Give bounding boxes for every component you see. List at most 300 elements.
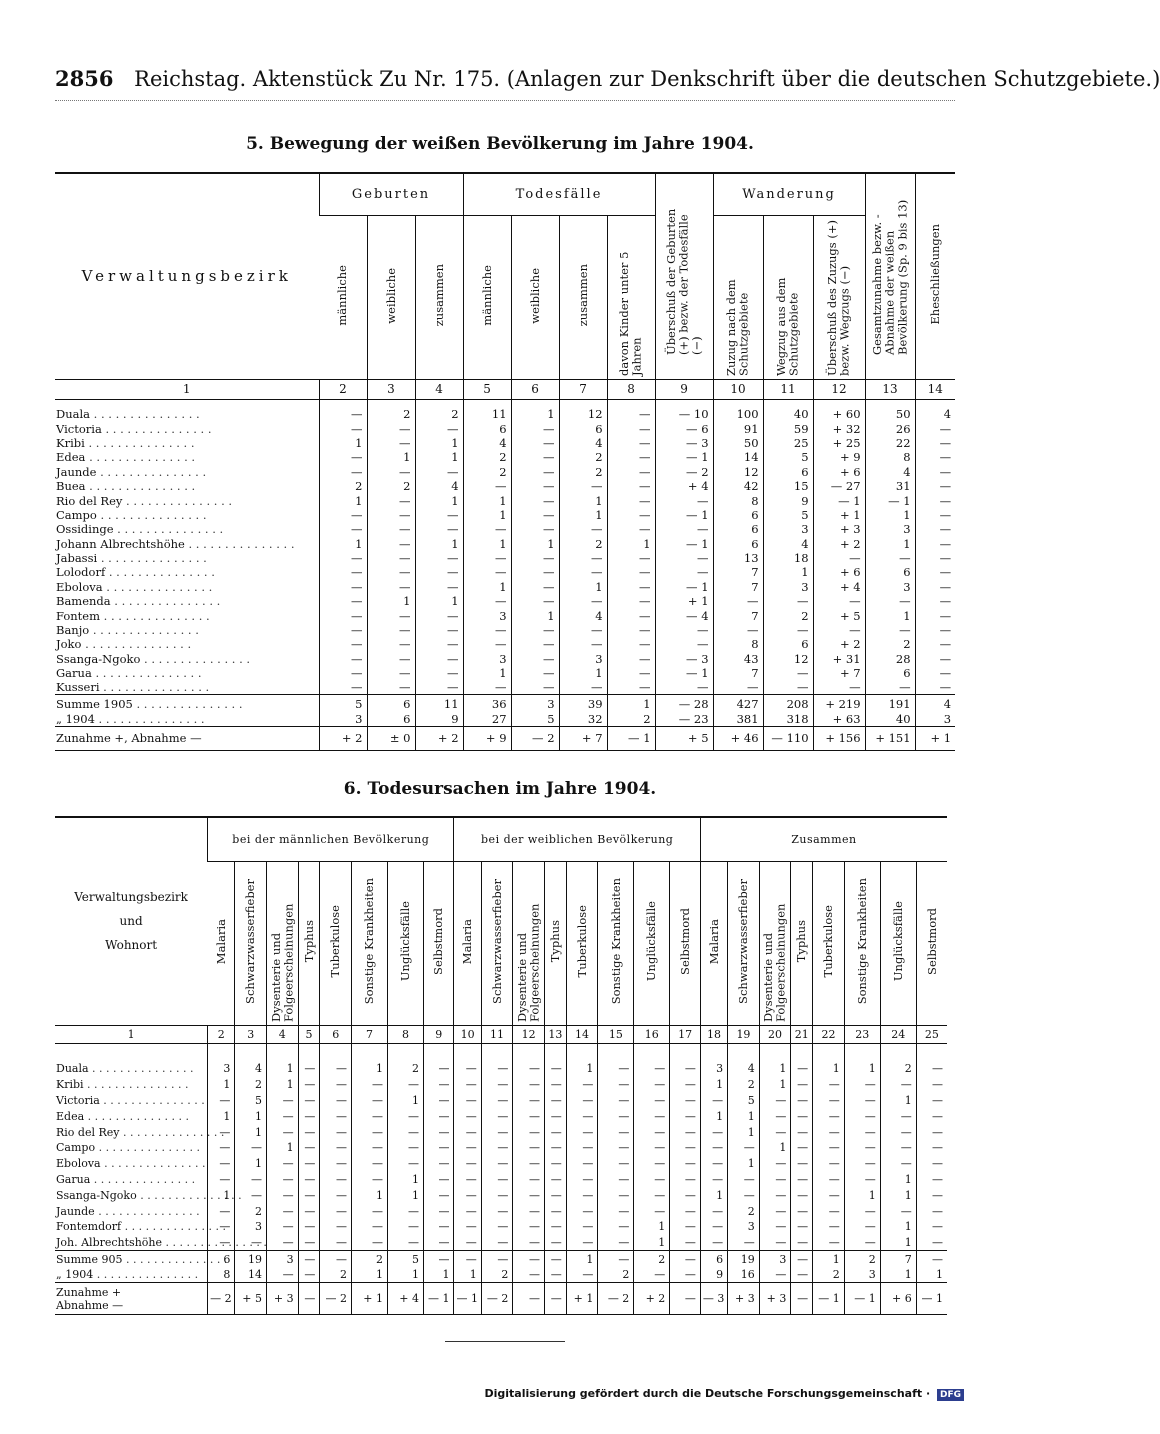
cell-value: — — [607, 594, 655, 608]
cell-value: 1 — [423, 1268, 454, 1283]
cell-value: — 10 — [655, 407, 713, 421]
cell-value: — — [566, 1156, 598, 1172]
cell-value: 1 — [367, 594, 415, 608]
cell-value: — — [566, 1077, 598, 1093]
cell-value: 3 — [763, 580, 813, 594]
cell-value: — — [320, 1219, 352, 1235]
table-row — [55, 1219, 947, 1235]
cell-value: — — [319, 522, 367, 536]
cell-value: 5 — [387, 1251, 423, 1268]
digitization-credit: Digitalisierung gefördert durch die Deutsche Forschungsgemeinschaft · DFG — [484, 1387, 964, 1401]
cell-value: — 1 — [423, 1283, 454, 1315]
cell-value: — — [728, 1235, 760, 1251]
cell-value: — — [655, 493, 713, 507]
cell-value: 1 — [559, 666, 607, 680]
column-number: 3 — [235, 1025, 267, 1043]
cell-value: 14 — [235, 1268, 267, 1283]
cell-value: 9 — [415, 712, 463, 727]
cell-value: — — [713, 623, 763, 637]
cell-value: — — [298, 1268, 320, 1283]
cell-value: 2 — [320, 1268, 352, 1283]
cell-value: — — [513, 1172, 545, 1188]
cell-value: 3 — [915, 712, 955, 727]
table-row — [55, 1172, 947, 1188]
cell-value: 4 — [865, 465, 915, 479]
cell-value: — — [267, 1268, 299, 1283]
cell-value: — — [513, 1156, 545, 1172]
cell-value: — — [865, 594, 915, 608]
cell-value: — — [511, 421, 559, 435]
cell-value: 1 — [880, 1172, 916, 1188]
cell-value: — 28 — [655, 695, 713, 712]
cell-value: — — [844, 1124, 880, 1140]
cell-value: — — [298, 1156, 320, 1172]
cell-value: — — [598, 1172, 634, 1188]
cell-value: 40 — [865, 712, 915, 727]
district-name: Ssanga-Ngoko . . . — [55, 652, 319, 666]
cell-value: — — [235, 1172, 267, 1188]
cell-value: — — [880, 1077, 916, 1093]
cell-value: 8 — [713, 637, 763, 651]
cell-value: — — [813, 1203, 845, 1219]
cell-value: — — [298, 1203, 320, 1219]
cell-value: 1 — [463, 508, 511, 522]
district-name: Joko . . . — [55, 637, 319, 651]
column-number: 1 — [55, 1025, 208, 1043]
cell-value: — — [880, 1203, 916, 1219]
table-row — [55, 1156, 947, 1172]
cell-value: 16 — [728, 1268, 760, 1283]
column-number: 25 — [916, 1025, 947, 1043]
cell-value: 14 — [713, 450, 763, 464]
cell-value: — — [319, 465, 367, 479]
cell-value: + 3 — [267, 1283, 299, 1315]
cell-value: — — [655, 551, 713, 565]
cell-value: 1 — [865, 537, 915, 551]
cell-value: — — [319, 450, 367, 464]
cell-value: — — [387, 1124, 423, 1140]
cell-value: — 3 — [655, 436, 713, 450]
cell-value: 1 — [415, 537, 463, 551]
cell-value: — — [352, 1172, 388, 1188]
cell-value: — — [423, 1061, 454, 1077]
district-name: Fontemdorf . . . — [55, 1219, 208, 1235]
cell-value: — — [387, 1108, 423, 1124]
cell-value: — — [319, 666, 367, 680]
district-name: Ssanga-Ngoko . . . — [55, 1187, 208, 1203]
footer-rule — [445, 1341, 565, 1342]
cell-value: — — [208, 1203, 235, 1219]
cell-value: — — [319, 551, 367, 565]
cell-value: 9 — [700, 1268, 727, 1283]
cell-value: 1 — [463, 493, 511, 507]
cell-value: — 1 — [655, 537, 713, 551]
column-number: 4 — [415, 379, 463, 399]
cell-value: — — [916, 1124, 947, 1140]
cell-value: — — [367, 623, 415, 637]
cause-header: Tuberkulose — [320, 861, 352, 1025]
cell-value: — — [463, 565, 511, 579]
cell-value: 8 — [713, 493, 763, 507]
cell-value: + 25 — [813, 436, 865, 450]
cell-value: 25 — [763, 436, 813, 450]
cell-value: — — [298, 1172, 320, 1188]
cell-value: 42 — [713, 479, 763, 493]
cell-value: 2 — [463, 465, 511, 479]
cell-value: 2 — [559, 537, 607, 551]
cell-value: — — [423, 1219, 454, 1235]
cell-value: 1 — [367, 450, 415, 464]
cell-value: 3 — [865, 580, 915, 594]
cell-value: 3 — [511, 695, 559, 712]
cell-value: 4 — [559, 436, 607, 450]
cause-header: Sonstige Krankheiten — [352, 861, 388, 1025]
cell-value: 50 — [713, 436, 763, 450]
table-row — [55, 652, 955, 666]
cause-header: Tuberkulose — [566, 861, 598, 1025]
cell-value: — — [352, 1156, 388, 1172]
cell-value: — — [387, 1140, 423, 1156]
cell-value: — — [319, 508, 367, 522]
cell-value: 6 — [865, 666, 915, 680]
cell-value: — — [454, 1156, 481, 1172]
cell-value: 7 — [713, 666, 763, 680]
cell-value: 39 — [559, 695, 607, 712]
cell-value: — — [267, 1219, 299, 1235]
cell-value: — — [544, 1140, 566, 1156]
cell-value: — — [759, 1235, 791, 1251]
cell-value: — — [865, 623, 915, 637]
cell-value: 2 — [559, 450, 607, 464]
cell-value: — — [655, 565, 713, 579]
cell-value: — — [759, 1187, 791, 1203]
cell-value: — — [481, 1172, 513, 1188]
cell-value: — — [352, 1093, 388, 1109]
table-row — [55, 421, 955, 435]
cell-value: 4 — [463, 436, 511, 450]
cell-value: 2 — [598, 1268, 634, 1283]
cell-value: — — [320, 1124, 352, 1140]
cell-value: — — [634, 1124, 670, 1140]
cell-value: — — [511, 652, 559, 666]
cell-value: — — [670, 1203, 701, 1219]
cell-value: — — [544, 1124, 566, 1140]
district-name: Banjo . . . — [55, 623, 319, 637]
cell-value: 1 — [700, 1108, 727, 1124]
cell-value: — — [544, 1251, 566, 1268]
cell-value: — — [607, 666, 655, 680]
cell-value: — — [367, 637, 415, 651]
cell-value: — — [844, 1172, 880, 1188]
cell-value: — — [759, 1219, 791, 1235]
cell-value: 4 — [763, 537, 813, 551]
cell-value: — — [759, 1203, 791, 1219]
cell-value: 2 — [728, 1203, 760, 1219]
cell-value: — — [880, 1140, 916, 1156]
cell-value: — 1 — [454, 1283, 481, 1315]
cell-value: — — [844, 1093, 880, 1109]
cell-value: 6 — [763, 465, 813, 479]
cell-value: — — [513, 1268, 545, 1283]
cell-value: 36 — [463, 695, 511, 712]
cell-value: — — [544, 1172, 566, 1188]
cell-value: — 1 — [655, 450, 713, 464]
cell-value: — — [298, 1140, 320, 1156]
cell-value: — — [915, 436, 955, 450]
cell-value: — — [598, 1108, 634, 1124]
cell-value: — — [566, 1268, 598, 1283]
cell-value: — — [415, 652, 463, 666]
cell-value: — — [320, 1251, 352, 1268]
cell-value: — — [759, 1156, 791, 1172]
cell-value: 1 — [415, 450, 463, 464]
cell-value: — — [670, 1093, 701, 1109]
cell-value: — — [298, 1061, 320, 1077]
cell-value: — — [320, 1156, 352, 1172]
cell-value: — — [454, 1203, 481, 1219]
cell-value: + 5 — [655, 726, 713, 750]
column-number: 8 — [387, 1025, 423, 1043]
cell-value: — — [607, 637, 655, 651]
group-deaths: Todesfälle — [463, 173, 655, 215]
cell-value: — — [320, 1203, 352, 1219]
cell-value: — — [634, 1268, 670, 1283]
cell-value: — — [844, 1203, 880, 1219]
cell-value: 427 — [713, 695, 763, 712]
cell-value: — — [559, 565, 607, 579]
cell-value: — — [320, 1061, 352, 1077]
cell-value: — — [423, 1140, 454, 1156]
cell-value: — 3 — [700, 1283, 727, 1315]
cell-value: — — [415, 637, 463, 651]
cell-value: 1 — [559, 580, 607, 594]
cell-value: 6 — [208, 1251, 235, 1268]
cell-value: — — [700, 1156, 727, 1172]
column-number: 7 — [559, 379, 607, 399]
cell-value: — — [298, 1283, 320, 1315]
cell-value: — — [544, 1077, 566, 1093]
cell-value: — — [319, 608, 367, 622]
cell-value: — — [791, 1061, 813, 1077]
cell-value: 381 — [713, 712, 763, 727]
cause-header: Sonstige Krankheiten — [844, 861, 880, 1025]
cell-value: — — [763, 680, 813, 695]
table-row — [55, 479, 955, 493]
cell-value: — — [511, 522, 559, 536]
cell-value: — — [915, 479, 955, 493]
table-row — [55, 1124, 947, 1140]
cell-value: 1 — [813, 1251, 845, 1268]
cell-value: — — [844, 1140, 880, 1156]
cell-value: — — [566, 1172, 598, 1188]
district-name: Jaunde . . . — [55, 465, 319, 479]
cell-value: + 9 — [813, 450, 865, 464]
table-row — [55, 493, 955, 507]
cell-value: 1 — [511, 407, 559, 421]
cell-value: 1 — [865, 608, 915, 622]
cell-value: — — [813, 1140, 845, 1156]
cell-value: — — [598, 1219, 634, 1235]
cell-value: — — [915, 551, 955, 565]
cell-value: 1 — [235, 1156, 267, 1172]
cell-value: + 219 — [813, 695, 865, 712]
cause-header: Selbstmord — [916, 861, 947, 1025]
column-number: 23 — [844, 1025, 880, 1043]
column-number: 12 — [513, 1025, 545, 1043]
cell-value: — — [916, 1077, 947, 1093]
cell-value: 1 — [700, 1077, 727, 1093]
cell-value: 1 — [267, 1077, 299, 1093]
cell-value: 1 — [559, 508, 607, 522]
col-header-7: zusammen — [559, 215, 607, 379]
delta-label: Zunahme + Abnahme — — [55, 1283, 208, 1315]
cell-value: 32 — [559, 712, 607, 727]
cell-value: + 7 — [559, 726, 607, 750]
cell-value: + 5 — [813, 608, 865, 622]
cell-value: — — [634, 1203, 670, 1219]
cell-value: — — [670, 1172, 701, 1188]
col-header-11: Wegzug aus dem Schutzgebiete — [763, 215, 813, 379]
column-number: 5 — [298, 1025, 320, 1043]
cell-value: 7 — [880, 1251, 916, 1268]
cell-value: — — [813, 1172, 845, 1188]
group-total: Zusammen — [700, 817, 947, 861]
cell-value: — — [208, 1172, 235, 1188]
cell-value: — — [352, 1108, 388, 1124]
column-number: 4 — [267, 1025, 299, 1043]
cell-value: 3 — [463, 608, 511, 622]
cell-value: — — [320, 1140, 352, 1156]
cell-value: — — [915, 580, 955, 594]
cell-value: — — [915, 493, 955, 507]
table-row — [55, 1061, 947, 1077]
cell-value: — — [267, 1172, 299, 1188]
cell-value: 2 — [844, 1251, 880, 1268]
cell-value: — — [415, 508, 463, 522]
cell-value: — — [423, 1124, 454, 1140]
cell-value: — — [844, 1108, 880, 1124]
cell-value: + 156 — [813, 726, 865, 750]
cell-value: — — [320, 1187, 352, 1203]
column-number: 7 — [352, 1025, 388, 1043]
cell-value: — — [208, 1093, 235, 1109]
cell-value: 1 — [463, 666, 511, 680]
cell-value: 28 — [865, 652, 915, 666]
cell-value: — — [367, 493, 415, 507]
cell-value: — — [481, 1140, 513, 1156]
cell-value: + 6 — [880, 1283, 916, 1315]
cell-value: — — [700, 1235, 727, 1251]
cell-value: — — [511, 594, 559, 608]
table-row — [55, 695, 955, 712]
cause-header: Schwarzwasserfieber — [481, 861, 513, 1025]
column-number: 6 — [320, 1025, 352, 1043]
cell-value: — — [791, 1124, 813, 1140]
cause-header: Dysenterie und Folgeerscheinungen — [759, 861, 791, 1025]
col-header-2: männliche — [335, 265, 350, 326]
cell-value: 1 — [387, 1187, 423, 1203]
cell-value: — — [670, 1124, 701, 1140]
cell-value: 191 — [865, 695, 915, 712]
cell-value: + 1 — [352, 1283, 388, 1315]
cell-value: — 23 — [655, 712, 713, 727]
cell-value: 1 — [208, 1108, 235, 1124]
cell-value: — — [700, 1203, 727, 1219]
cell-value: 6 — [700, 1251, 727, 1268]
cell-value: 40 — [763, 407, 813, 421]
cell-value: 6 — [367, 695, 415, 712]
cell-value: 1 — [267, 1140, 299, 1156]
cell-value: — — [463, 594, 511, 608]
cell-value: 43 — [713, 652, 763, 666]
cell-value: — — [791, 1268, 813, 1283]
cell-value: — — [915, 421, 955, 435]
cell-value: — 2 — [655, 465, 713, 479]
cell-value: — — [415, 608, 463, 622]
column-number: 2 — [319, 379, 367, 399]
cell-value: 1 — [728, 1156, 760, 1172]
cell-value: — 1 — [813, 1283, 845, 1315]
cell-value: — — [700, 1124, 727, 1140]
cell-value: — — [267, 1093, 299, 1109]
cell-value: — 1 — [655, 580, 713, 594]
cell-value: — — [513, 1140, 545, 1156]
cell-value: — — [700, 1172, 727, 1188]
cell-value: — — [566, 1187, 598, 1203]
column-number: 13 — [544, 1025, 566, 1043]
cell-value: — — [728, 1140, 760, 1156]
cell-value: — — [319, 680, 367, 695]
cell-value: 4 — [415, 479, 463, 493]
cell-value: — — [865, 551, 915, 565]
cell-value: — — [298, 1235, 320, 1251]
col-header-13: Gesamtzunahme bezw. -Abnahme der weißen Bevölkerung (Sp. 9 bis 13) — [865, 173, 915, 379]
district-name: Lolodorf . . . — [55, 565, 319, 579]
cell-value: — — [916, 1108, 947, 1124]
cell-value: 2 — [367, 407, 415, 421]
cell-value: 4 — [559, 608, 607, 622]
cell-value: — — [511, 508, 559, 522]
cell-value: — — [791, 1140, 813, 1156]
cell-value: — — [423, 1203, 454, 1219]
cell-value: 3 — [267, 1251, 299, 1268]
cell-value: — — [454, 1108, 481, 1124]
cause-header: Malaria — [213, 918, 228, 965]
cell-value: — — [415, 666, 463, 680]
district-name: Rio del Rey . . . — [55, 1124, 208, 1140]
cell-value: 1 — [607, 695, 655, 712]
cell-value: 4 — [235, 1061, 267, 1077]
cell-value: 12 — [559, 407, 607, 421]
cell-value: — — [319, 652, 367, 666]
cell-value: 3 — [844, 1268, 880, 1283]
cell-value: — — [566, 1140, 598, 1156]
cell-value: — — [759, 1093, 791, 1109]
col-header-9: Überschuß der Geburten (+) bezw. der Todesfälle (−) — [655, 173, 713, 379]
cell-value: — — [559, 680, 607, 695]
cell-value: 12 — [763, 652, 813, 666]
header-text: Reichstag. Aktenstück Zu Nr. 175. (Anlagen zur Denkschrift über die deutschen Schutzgebiete.) — [134, 67, 1160, 91]
cell-value: 1 — [387, 1093, 423, 1109]
cell-value: — — [670, 1251, 701, 1268]
table-row — [55, 537, 955, 551]
district-name: Kribi . . . — [55, 1077, 208, 1093]
district-name: Kribi . . . — [55, 436, 319, 450]
cell-value: 26 — [865, 421, 915, 435]
cell-value: 4 — [915, 407, 955, 421]
cell-value: — — [415, 551, 463, 565]
cell-value: 1 — [352, 1187, 388, 1203]
